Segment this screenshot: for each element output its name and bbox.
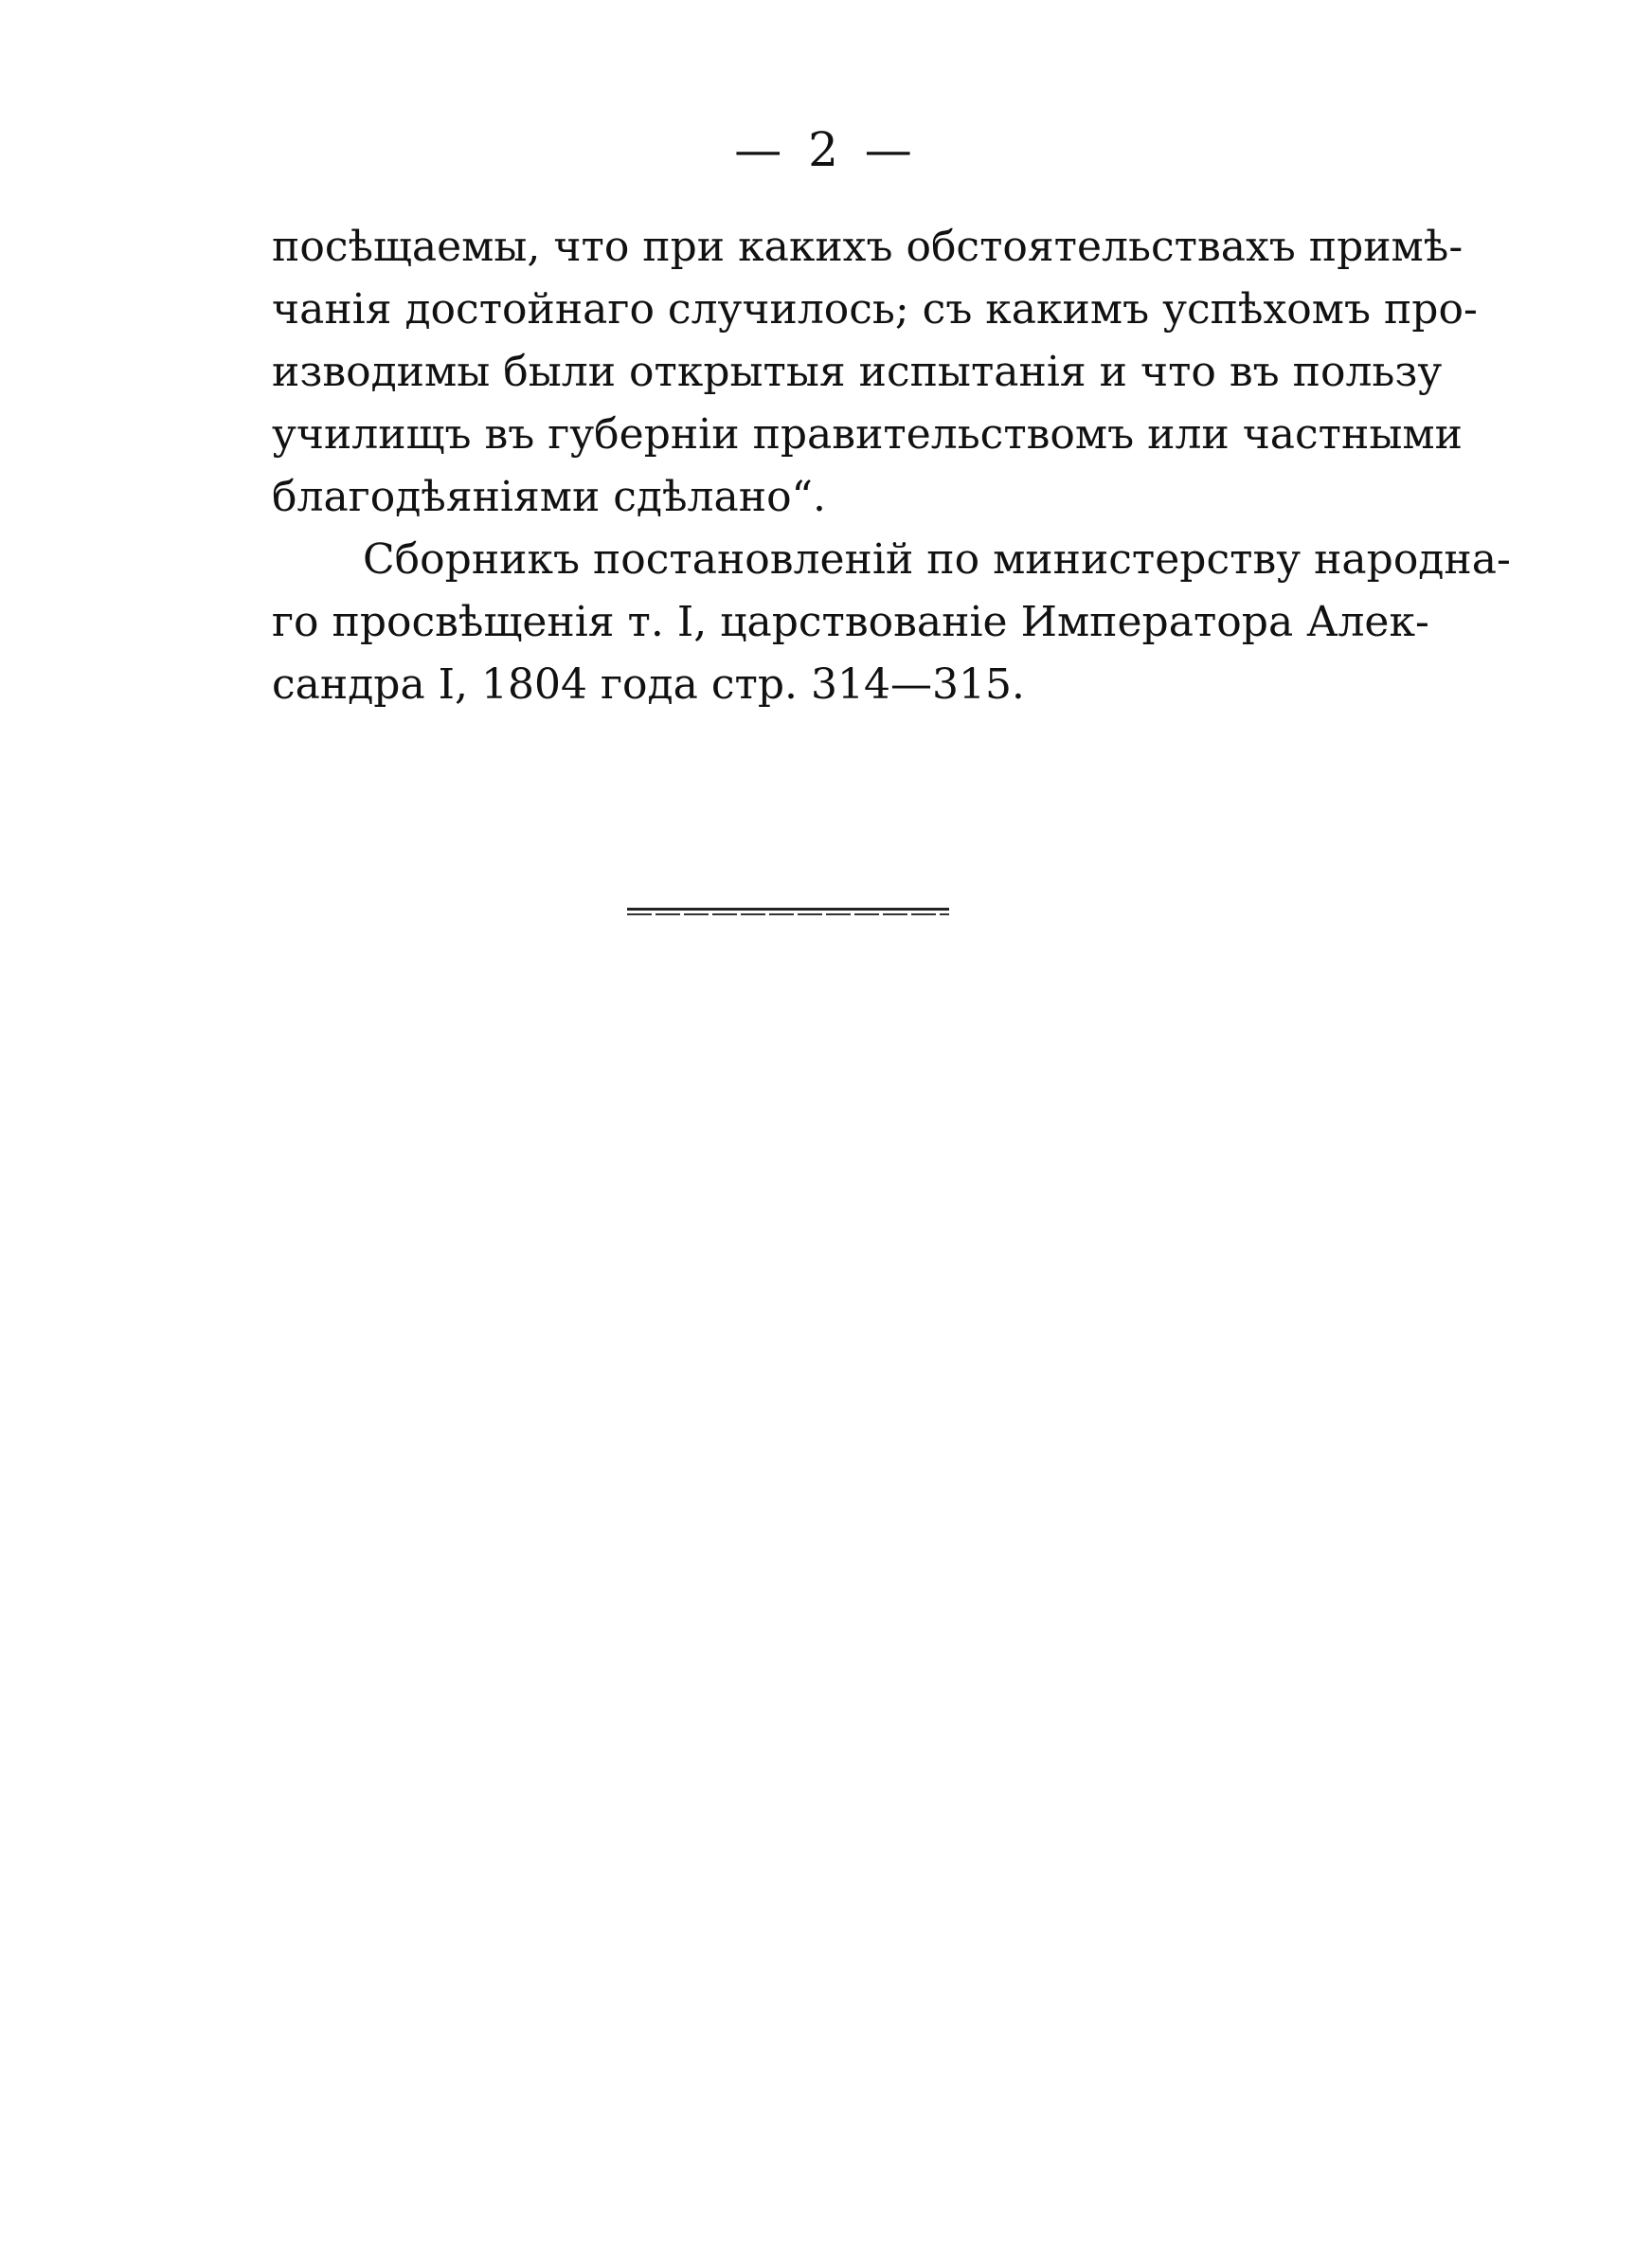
text-line: изводимы были открытыя испытанія и что въ пользу [272, 348, 1443, 396]
text-line: благодѣяніями сдѣлано“. [272, 473, 827, 521]
citation-line: Сборникъ постановленій по министерству народна- [363, 535, 1511, 584]
text-line: посѣщаемы, что при какихъ обстоятельствахъ примѣ- [272, 223, 1463, 271]
section-divider [627, 908, 949, 917]
page-number: — 2 — [734, 122, 918, 177]
quote-paragraph [272, 216, 1478, 529]
text-line: чанія достойнаго случилось; съ какимъ успѣхомъ про- [272, 285, 1478, 334]
text-line: го просвѣщенія т. I, царствованіе Императора Алек- [272, 598, 1429, 646]
divider-rule-bottom [627, 913, 949, 915]
text-line: сандра I, 1804 года стр. 314—315. [272, 660, 1025, 709]
text-line [272, 529, 1511, 591]
divider-rule-top [627, 908, 949, 911]
text-line: училищъ въ губерніи правительствомъ или частными [272, 410, 1463, 459]
source-citation [272, 529, 1511, 716]
